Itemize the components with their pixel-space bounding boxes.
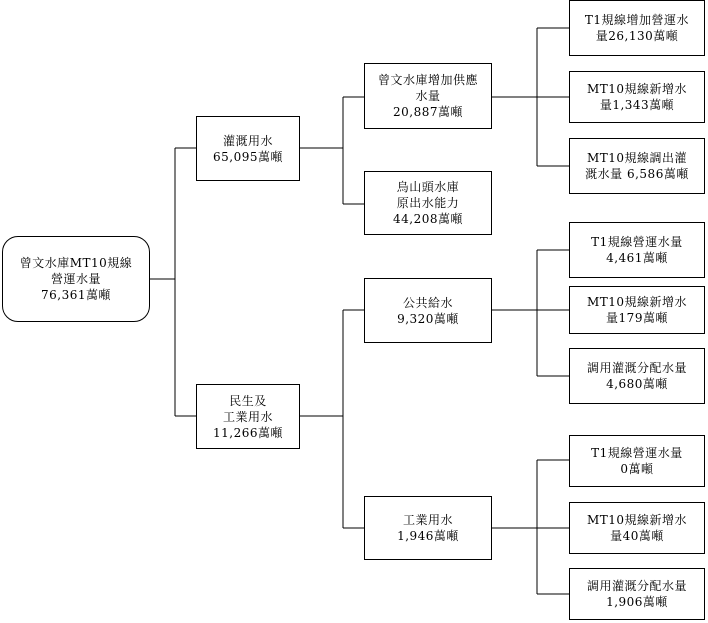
node-text-line: 0萬噸 xyxy=(620,462,654,476)
node-public-t1 xyxy=(569,222,705,278)
node-t1-increase xyxy=(569,0,705,56)
node-wushantou-capacity xyxy=(364,171,492,235)
node-text-line: T1規線增加營運水 xyxy=(584,13,690,27)
node-text-line: 1,906萬噸 xyxy=(606,595,668,609)
node-text-line: 水量 xyxy=(415,89,441,103)
node-text-line: 公共給水 xyxy=(402,295,453,310)
node-text-line: 烏山頭水庫 xyxy=(396,180,460,194)
node-text-line: T1規線營運水量 xyxy=(591,235,683,249)
node-industrial-mt10-new xyxy=(569,502,705,554)
node-text-line: 11,266萬噸 xyxy=(213,425,283,440)
node-text-line: MT10規線新增水 xyxy=(586,295,688,309)
node-zengwen-added-supply xyxy=(364,63,492,129)
node-text-line: MT10規線新增水 xyxy=(586,82,688,96)
node-text-line: 曾文水庫MT10規線 xyxy=(19,256,133,270)
node-text-line: T1規線營運水量 xyxy=(591,446,683,460)
node-text-line: MT10規線新增水 xyxy=(586,513,688,527)
node-mt10-transfer xyxy=(569,138,705,194)
node-text-line: MT10規線調出灌 xyxy=(586,151,688,165)
node-text-line: 1,946萬噸 xyxy=(397,529,459,543)
node-text-line: 量40萬噸 xyxy=(610,529,664,543)
node-text-line: 調用灌溉分配水量 xyxy=(586,361,687,375)
root-node-zengwen-mt10 xyxy=(2,236,150,322)
node-text-line: 溉水量 6,586萬噸 xyxy=(585,167,689,181)
node-text-line: 4,680萬噸 xyxy=(606,377,668,391)
node-text-line: 量179萬噸 xyxy=(606,311,668,325)
node-text-line: 20,887萬噸 xyxy=(393,105,463,119)
node-text-line: 灌溉用水 xyxy=(222,133,273,148)
node-text-line: 營運水量 xyxy=(50,272,101,286)
node-irrigation-water xyxy=(196,116,300,181)
node-text-line: 原出水能力 xyxy=(396,196,460,210)
node-text-line: 4,461萬噸 xyxy=(606,251,668,265)
node-public-allocated xyxy=(569,348,705,404)
node-text-line: 量26,130萬噸 xyxy=(595,29,679,43)
node-text-line: 9,320萬噸 xyxy=(397,311,459,326)
node-text-line: 曾文水庫增加供應 xyxy=(377,73,478,87)
node-public-water-supply xyxy=(364,278,492,343)
node-public-mt10-new xyxy=(569,286,705,334)
node-industrial-allocated xyxy=(569,568,705,620)
node-civil-industrial-water xyxy=(196,384,300,449)
node-text-line: 調用灌溉分配水量 xyxy=(586,579,687,593)
node-text-line: 量1,343萬噸 xyxy=(599,98,675,112)
node-text-line: 76,361萬噸 xyxy=(41,288,111,302)
node-industrial-water xyxy=(364,496,492,560)
node-text-line: 民生及 xyxy=(229,393,267,408)
node-text-line: 44,208萬噸 xyxy=(393,212,463,226)
node-text-line: 工業用水 xyxy=(402,513,453,527)
node-text-line: 工業用水 xyxy=(222,409,273,424)
node-mt10-new-irrigation xyxy=(569,71,705,123)
node-text-line: 65,095萬噸 xyxy=(213,149,283,164)
node-industrial-t1 xyxy=(569,435,705,487)
